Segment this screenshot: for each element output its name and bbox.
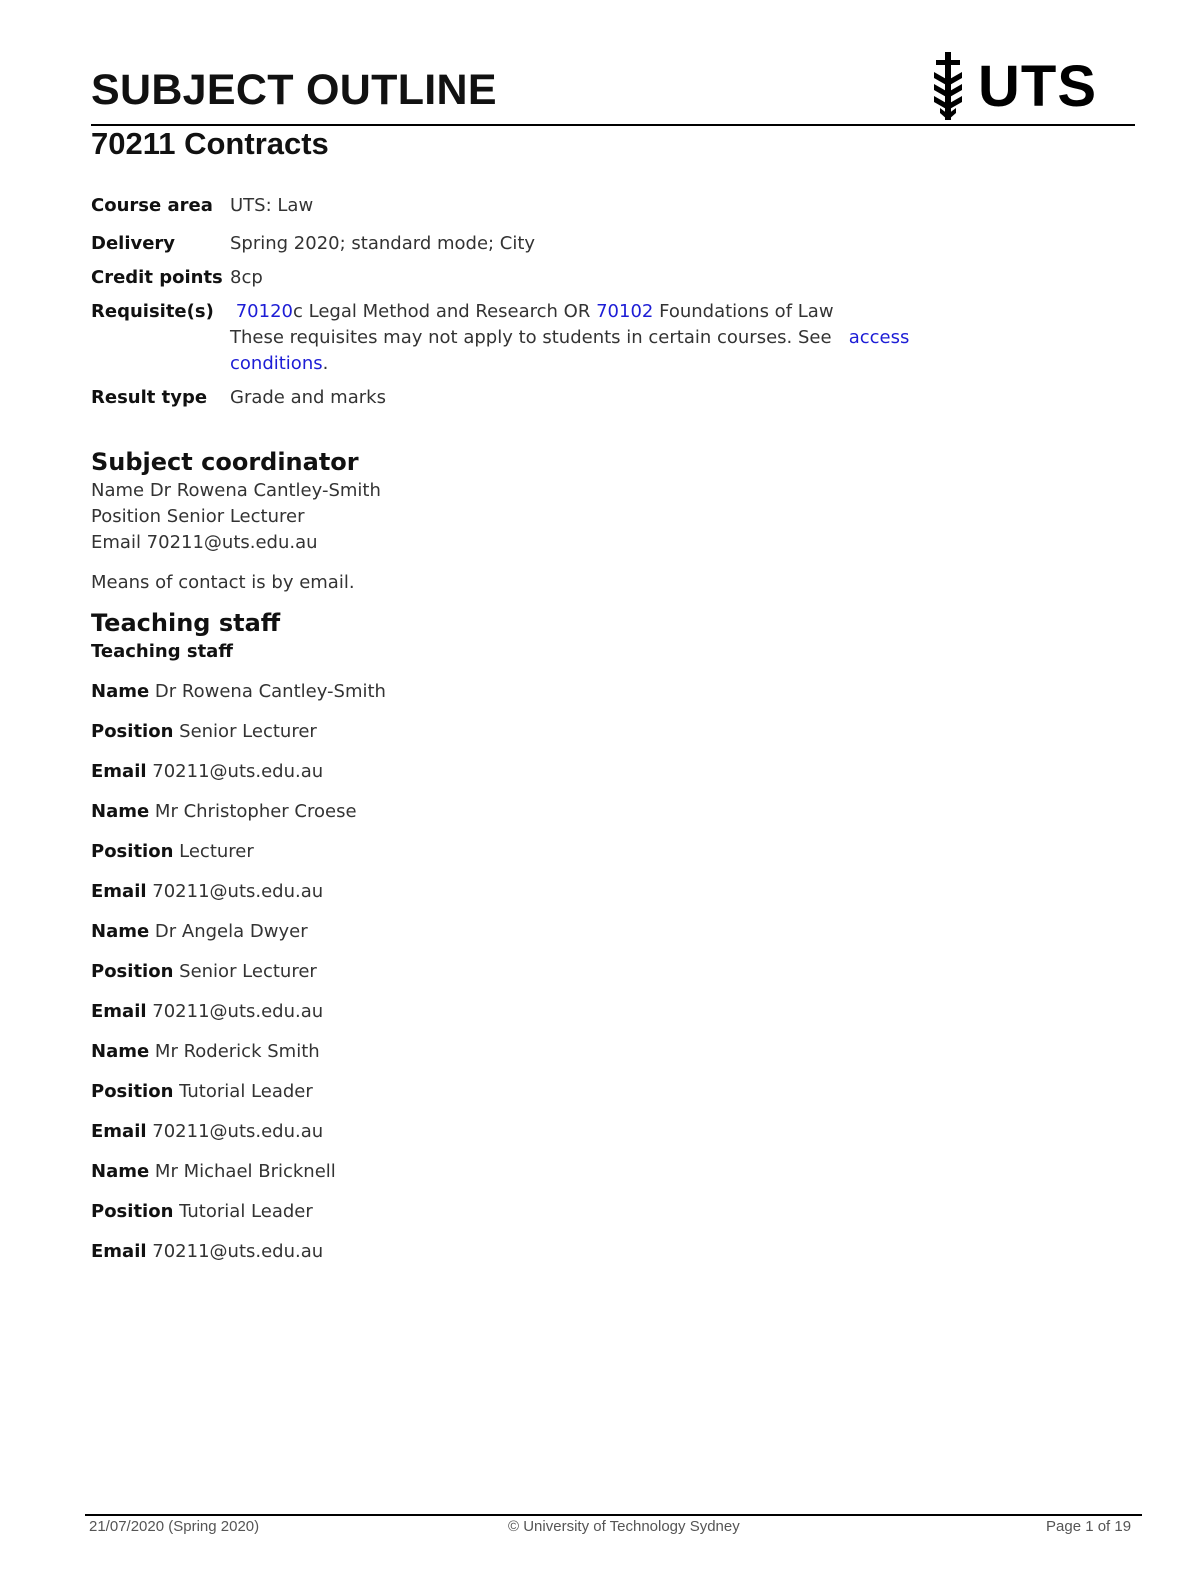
info-value: Grade and marks [230,387,386,408]
staff-position-line: Position Senior Lecturer [91,721,317,742]
info-row-result-type [91,385,910,411]
subject-info [91,193,910,423]
requisite-note: These requisites may not apply to students in certain courses. See [230,327,832,348]
info-label: Result type [91,387,208,408]
staff-name-line: Name Dr Angela Dwyer [91,921,308,942]
coordinator-heading: Subject coordinator [91,448,359,476]
info-value [230,299,910,377]
staff-name-line: Name Mr Roderick Smith [91,1041,320,1062]
staff-position-line: Position Tutorial Leader [91,1081,313,1102]
page-title: SUBJECT OUTLINE [91,66,497,114]
info-value: 8cp [230,267,263,288]
staff-position-line: Position Lecturer [91,841,254,862]
staff-email-line: Email 70211@uts.edu.au [91,1241,324,1262]
teaching-staff-subheading: Teaching staff [91,641,233,662]
staff-email-line: Email 70211@uts.edu.au [91,761,324,782]
subject-title: 70211 Contracts [91,126,329,161]
requisite-text: Foundations of Law [659,301,834,322]
info-label: Delivery [91,233,176,254]
footer-divider [85,1514,1142,1516]
info-row-requisites [91,299,910,377]
info-value: UTS: Law [230,195,314,216]
staff-name-line: Name Mr Michael Bricknell [91,1161,336,1182]
staff-list [91,679,386,1279]
contact-note: Means of contact is by email. [91,572,355,593]
info-value: Spring 2020; standard mode; City [230,233,536,254]
footer-date: 21/07/2020 (Spring 2020) [89,1518,260,1535]
staff-position-line: Position Senior Lecturer [91,961,317,982]
staff-name-line: Name Dr Rowena Cantley-Smith [91,681,386,702]
info-row-course-area [91,193,910,219]
staff-position-line: Position Tutorial Leader [91,1201,313,1222]
coordinator-name: Name Dr Rowena Cantley-Smith [91,480,381,501]
staff-email-line: Email 70211@uts.edu.au [91,1121,324,1142]
requisite-note-end: . [322,353,329,374]
footer-page-number: Page 1 of 19 [1046,1518,1132,1535]
footer-copyright: © University of Technology Sydney [508,1518,740,1535]
info-row-delivery [91,231,910,257]
coordinator-email: Email 70211@uts.edu.au [91,532,318,553]
staff-email-line: Email 70211@uts.edu.au [91,881,324,902]
teaching-staff-heading: Teaching staff [91,609,281,637]
uts-logo [928,50,1097,122]
coordinator-details [91,478,381,596]
info-label: Credit points [91,267,223,288]
staff-email-line: Email 70211@uts.edu.au [91,1001,324,1022]
staff-name-line: Name Mr Christopher Croese [91,801,357,822]
access-conditions-link[interactable]: access conditions [230,327,910,374]
logo-text: UTS [978,53,1097,119]
info-label: Requisite(s) [91,301,214,322]
uts-crest-icon [928,50,968,122]
requisite-link-70102[interactable]: 70102 [596,301,654,322]
requisite-text: c Legal Method and Research OR [293,301,591,322]
info-label: Course area [91,195,213,216]
info-row-credit-points [91,265,910,291]
coordinator-position: Position Senior Lecturer [91,506,305,527]
requisite-link-70120[interactable]: 70120 [235,301,293,322]
